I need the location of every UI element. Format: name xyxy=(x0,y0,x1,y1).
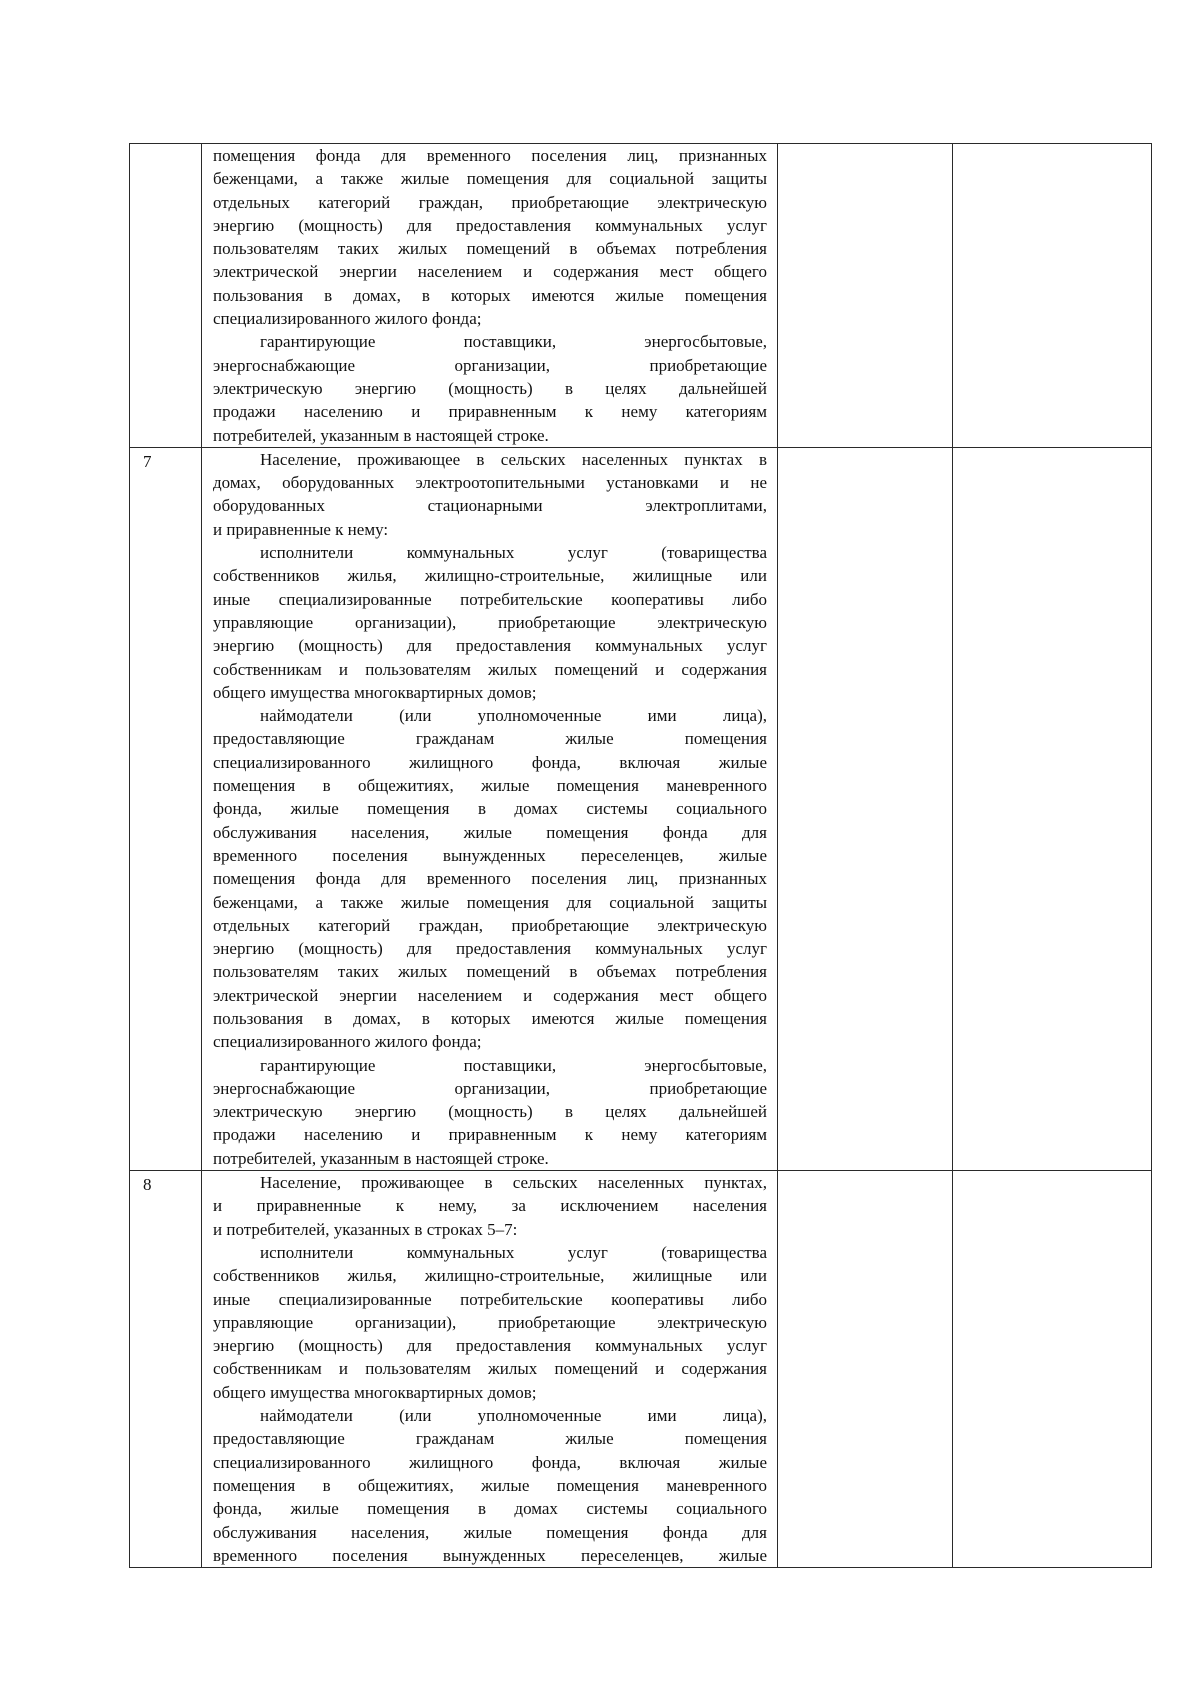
text-line: помещения фонда для временного поселения лиц, признанных xyxy=(213,869,767,889)
text-line: иные специализированные потребительские кооперативы либо xyxy=(213,1289,767,1309)
text-line: и приравненные к нему: xyxy=(213,519,389,539)
text-line: и приравненные к нему, за исключением населения xyxy=(213,1196,767,1216)
text-line: оборудованных стационарными электроплитами, xyxy=(213,496,767,516)
text-line: иные специализированные потребительские кооперативы либо xyxy=(213,589,767,609)
text-line: наймодатели (или уполномоченные ими лица), xyxy=(260,1406,767,1426)
text-line: обслуживания населения, жилые помещения фонда для xyxy=(213,822,767,842)
table-body xyxy=(130,144,1152,1568)
text-line: пользования в домах, в которых имеются жилые помещения xyxy=(213,1008,767,1028)
text-line: продажи населению и приравненным к нему категориям xyxy=(213,1125,767,1145)
text-line: специализированного жилищного фонда, включая жилые xyxy=(213,752,767,772)
text-line: домах, оборудованных электроотопительными установками и не xyxy=(213,473,767,493)
text-line: энергию (мощность) для предоставления коммунальных услуг xyxy=(213,939,767,959)
text-line: специализированного жилого фонда; xyxy=(213,1032,482,1052)
table-row xyxy=(130,447,1152,1170)
value-cell-a xyxy=(778,1171,953,1568)
value-cell-b xyxy=(953,144,1152,448)
text-line: предоставляющие гражданам жилые помещения xyxy=(213,729,767,749)
text-line: электрической энергии населением и содержания мест общего xyxy=(213,985,767,1005)
row-description xyxy=(202,1171,778,1568)
text-line: беженцами, а также жилые помещения для социальной защиты xyxy=(213,169,767,189)
text-line: специализированного жилого фонда; xyxy=(213,309,482,329)
row-description xyxy=(202,144,778,448)
text-line: фонда, жилые помещения в домах системы социального xyxy=(213,1499,767,1519)
text-line: специализированного жилищного фонда, включая жилые xyxy=(213,1452,767,1472)
text-line: управляющие организации), приобретающие электрическую xyxy=(213,612,767,632)
row-number: 8 xyxy=(130,1171,202,1568)
text-line: исполнители коммунальных услуг (товарищества xyxy=(260,1242,767,1262)
table-row xyxy=(130,144,1152,448)
text-line: помещения в общежитиях, жилые помещения маневренного xyxy=(213,776,767,796)
text-line: энергию (мощность) для предоставления коммунальных услуг xyxy=(213,636,767,656)
text-line: потребителей, указанным в настоящей строке. xyxy=(213,425,549,445)
text-line: потребителей, указанным в настоящей строке. xyxy=(213,1148,549,1168)
text-line: электрической энергии населением и содержания мест общего xyxy=(213,262,767,282)
text-line: отдельных категорий граждан, приобретающие электрическую xyxy=(213,192,767,212)
text-line: беженцами, а также жилые помещения для социальной защиты xyxy=(213,892,767,912)
text-line: продажи населению и приравненным к нему категориям xyxy=(213,402,767,422)
text-line: управляющие организации), приобретающие электрическую xyxy=(213,1312,767,1332)
row-number: 7 xyxy=(130,447,202,1170)
text-line: пользователям таких жилых помещений в объемах потребления xyxy=(213,239,767,259)
text-line: электрическую энергию (мощность) в целях дальнейшей xyxy=(213,1102,767,1122)
value-cell-b xyxy=(953,447,1152,1170)
value-cell-a xyxy=(778,447,953,1170)
text-line: электрическую энергию (мощность) в целях дальнейшей xyxy=(213,378,767,398)
value-cell-a xyxy=(778,144,953,448)
text-line: исполнители коммунальных услуг (товарищества xyxy=(260,543,767,563)
text-line: помещения в общежитиях, жилые помещения маневренного xyxy=(213,1475,767,1495)
text-line: энергию (мощность) для предоставления коммунальных услуг xyxy=(213,1336,767,1356)
text-line: энергию (мощность) для предоставления коммунальных услуг xyxy=(213,215,767,235)
row-number xyxy=(130,144,202,448)
table-row xyxy=(130,1171,1152,1568)
text-line: пользователям таких жилых помещений в объемах потребления xyxy=(213,962,767,982)
text-line: собственникам и пользователям жилых помещений и содержания xyxy=(213,659,767,679)
tariff-table xyxy=(129,143,1152,1568)
text-line: обслуживания населения, жилые помещения фонда для xyxy=(213,1522,767,1542)
text-line: собственников жилья, жилищно-строительные, жилищные или xyxy=(213,1266,767,1286)
text-line: собственников жилья, жилищно-строительные, жилищные или xyxy=(213,566,767,586)
text-line: гарантирующие поставщики, энергосбытовые, xyxy=(260,1055,767,1075)
text-line: пользования в домах, в которых имеются жилые помещения xyxy=(213,285,767,305)
text-line: наймодатели (или уполномоченные ими лица), xyxy=(260,706,767,726)
text-line: гарантирующие поставщики, энергосбытовые, xyxy=(260,332,767,352)
text-line: помещения фонда для временного поселения лиц, признанных xyxy=(213,146,767,165)
text-line: энергоснабжающие организации, приобретающие xyxy=(213,355,767,375)
text-line: собственникам и пользователям жилых помещений и содержания xyxy=(213,1359,767,1379)
text-line: энергоснабжающие организации, приобретающие xyxy=(213,1078,767,1098)
text-line: предоставляющие гражданам жилые помещения xyxy=(213,1429,767,1449)
text-line: общего имущества многоквартирных домов; xyxy=(213,682,537,702)
text-line: временного поселения вынужденных переселенцев, жилые xyxy=(213,845,767,865)
value-cell-b xyxy=(953,1171,1152,1568)
row-description xyxy=(202,447,778,1170)
text-line: Население, проживающее в сельских населенных пунктах в xyxy=(260,449,767,469)
text-line: Население, проживающее в сельских населенных пунктах, xyxy=(260,1173,767,1193)
text-line: и потребителей, указанных в строках 5–7: xyxy=(213,1219,518,1239)
text-line: отдельных категорий граждан, приобретающие электрическую xyxy=(213,915,767,935)
text-line: общего имущества многоквартирных домов; xyxy=(213,1382,537,1402)
text-line: временного поселения вынужденных переселенцев, жилые xyxy=(213,1545,767,1565)
text-line: фонда, жилые помещения в домах системы социального xyxy=(213,799,767,819)
